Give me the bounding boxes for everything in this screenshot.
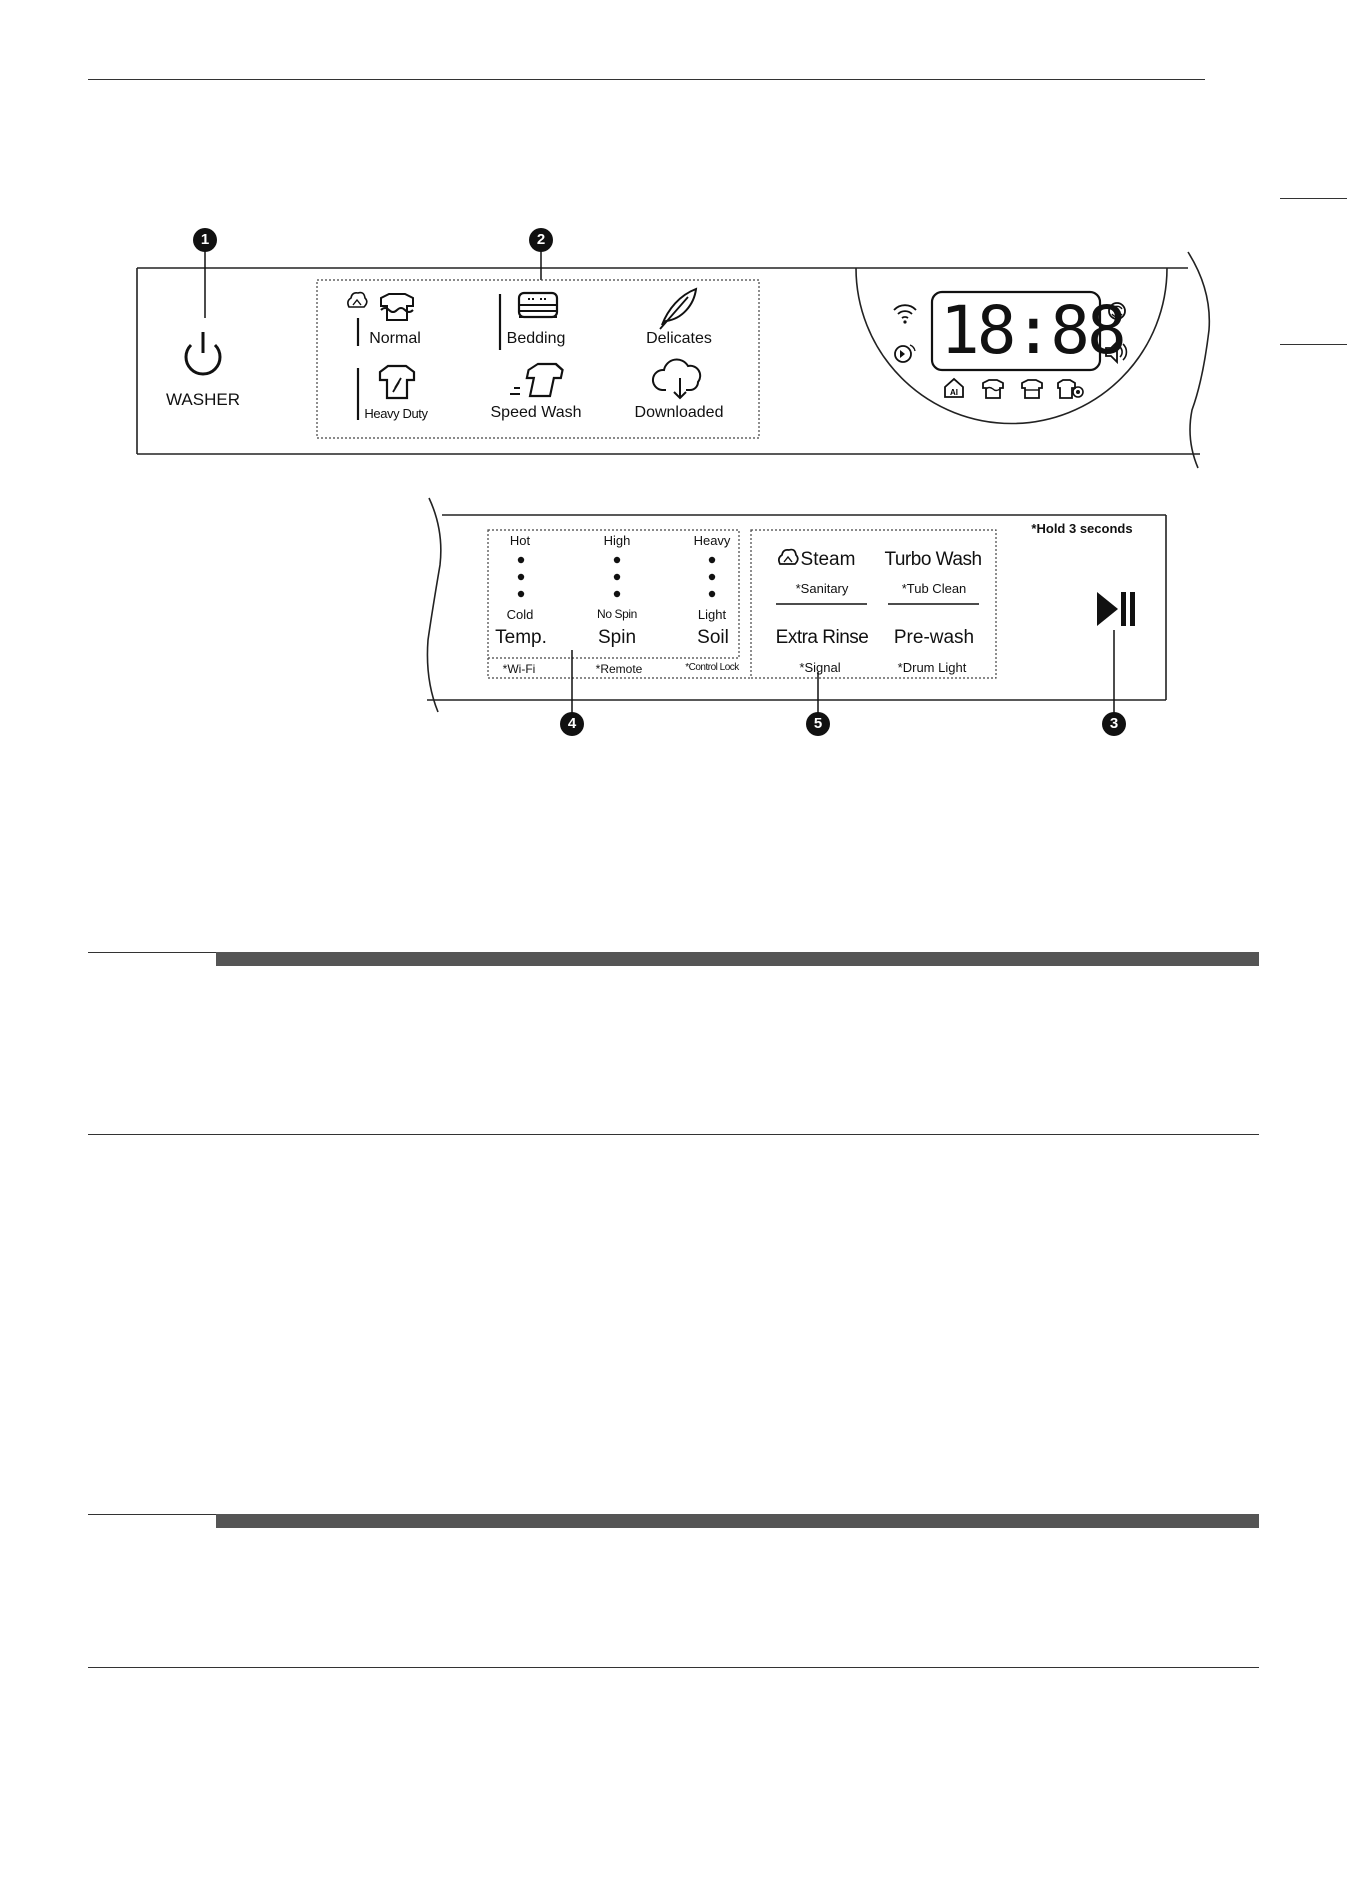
section-divider-1 — [88, 1134, 1259, 1135]
cycle-bedding-label[interactable]: Bedding — [506, 330, 566, 347]
tub-clean-secondary-label: *Tub Clean — [901, 581, 967, 596]
sanitary-secondary-label: *Sanitary — [795, 581, 849, 596]
control-lock-secondary-label: *Control Lock — [685, 662, 739, 673]
extra-rinse-button-label[interactable]: Extra Rinse — [775, 627, 869, 648]
section-rule-1-thick — [216, 952, 1259, 966]
spin-high-label: High — [603, 533, 631, 548]
temp-button-label[interactable]: Temp. — [495, 627, 547, 648]
section-divider-2 — [88, 1667, 1259, 1668]
lcd-time-display: 18:88 — [940, 292, 1124, 369]
callout-3: 3 — [1102, 712, 1126, 736]
spin-level-dots — [614, 557, 620, 597]
cycle-speed-wash-label[interactable]: Speed Wash — [490, 404, 582, 421]
steam-icon — [779, 550, 798, 564]
wifi-secondary-label: *Wi-Fi — [502, 662, 536, 676]
soil-level-dots — [709, 557, 715, 597]
cycle-downloaded-label[interactable]: Downloaded — [634, 404, 724, 421]
spin-no-spin-label: No Spin — [597, 607, 637, 621]
section-rule-2-thin — [88, 1514, 216, 1515]
hold-note: *Hold 3 seconds — [1031, 521, 1133, 536]
lower-control-panel — [0, 0, 1347, 760]
pre-wash-button-label[interactable]: Pre-wash — [893, 627, 975, 648]
temp-cold-label: Cold — [506, 607, 534, 622]
turbo-wash-button-label[interactable]: Turbo Wash — [884, 549, 982, 570]
steam-button-label[interactable]: Steam — [800, 549, 856, 570]
section-rule-1-thin — [88, 952, 216, 953]
section-rule-2-thick — [216, 1514, 1259, 1528]
remote-secondary-label: *Remote — [595, 662, 643, 676]
soil-heavy-label: Heavy — [693, 533, 731, 548]
callout-2: 2 — [529, 228, 553, 252]
cycle-heavy-duty-label[interactable]: Heavy Duty — [364, 406, 428, 421]
callout-5: 5 — [806, 712, 830, 736]
temp-level-dots — [518, 557, 524, 597]
temp-hot-label: Hot — [509, 533, 531, 548]
signal-secondary-label: *Signal — [799, 660, 841, 675]
start-pause-icon — [1097, 592, 1135, 626]
cycle-delicates-label[interactable]: Delicates — [646, 330, 712, 347]
cycle-normal-label[interactable]: Normal — [369, 330, 421, 347]
callout-1: 1 — [193, 228, 217, 252]
power-button-label[interactable]: WASHER — [166, 390, 240, 409]
soil-button-label[interactable]: Soil — [697, 627, 729, 648]
callout-4: 4 — [560, 712, 584, 736]
spin-button-label[interactable]: Spin — [597, 627, 637, 648]
drum-light-secondary-label: *Drum Light — [897, 660, 967, 675]
svg-text:AI: AI — [950, 388, 958, 397]
soil-light-label: Light — [697, 607, 727, 622]
